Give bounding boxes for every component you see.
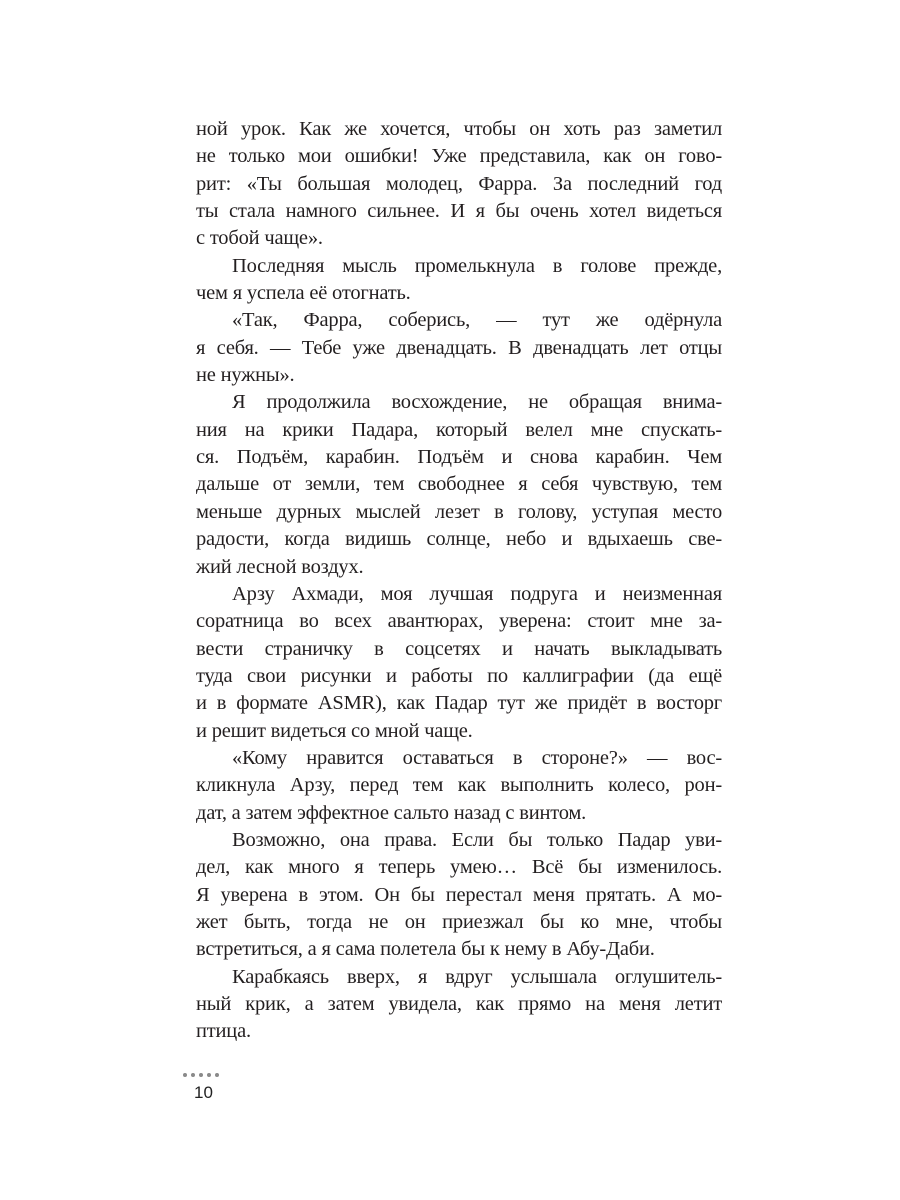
text-line: туда свои рисунки и работы по каллиграфии (да ещё bbox=[196, 664, 722, 687]
text-line: соратница во всех авантюрах, уверена: стоит мне за- bbox=[196, 610, 722, 633]
paragraph bbox=[196, 307, 722, 389]
dot bbox=[183, 1073, 187, 1077]
text-line: не нужны». bbox=[196, 364, 295, 387]
ornament-dots bbox=[183, 1073, 219, 1077]
text-line: жий лесной воздух. bbox=[196, 555, 364, 578]
text-line: Арзу Ахмади, моя лучшая подруга и неизменная bbox=[232, 582, 722, 605]
text-line: дат, а затем эффектное сальто назад с винтом. bbox=[196, 801, 587, 824]
dot bbox=[215, 1073, 219, 1077]
text-line: меньше дурных мыслей лезет в голову, уступая место bbox=[196, 500, 722, 523]
text-line: радости, когда видишь солнце, небо и вдыхаешь све- bbox=[196, 528, 722, 551]
dot bbox=[207, 1073, 211, 1077]
text-line: жет быть, тогда не он приезжал бы ко мне, чтобы bbox=[196, 910, 722, 933]
text-line: ной урок. Как же хочется, чтобы он хоть раз заметил bbox=[196, 118, 722, 140]
text-line: Я уверена в этом. Он бы перестал меня прятать. А мо- bbox=[196, 883, 722, 906]
dot bbox=[191, 1073, 195, 1077]
dot bbox=[199, 1073, 203, 1077]
paragraph bbox=[196, 389, 722, 580]
text-line: с тобой чаще». bbox=[196, 227, 323, 250]
text-line: кликнула Арзу, перед тем как выполнить колесо, рон- bbox=[196, 774, 722, 797]
text-line: Карабкаясь вверх, я вдруг услышала оглушитель- bbox=[232, 965, 722, 988]
text-line: чем я успела её отогнать. bbox=[196, 282, 411, 305]
text-line: и в формате ASMR), как Падар тут же придёт в восторг bbox=[196, 692, 722, 715]
paragraph bbox=[196, 745, 722, 827]
paragraph bbox=[196, 116, 722, 253]
text-line: и решит видеться со мной чаще. bbox=[196, 719, 473, 742]
text-line: птица. bbox=[196, 1020, 251, 1043]
text-line: Последняя мысль промелькнула в голове прежде, bbox=[232, 254, 722, 277]
text-line: вести страничку в соцсетях и начать выкладывать bbox=[196, 637, 722, 660]
text-line: Я продолжила восхождение, не обращая внима- bbox=[232, 391, 722, 414]
text-line: дальше от земли, тем свободнее я себя чувствую, тем bbox=[196, 473, 722, 496]
paragraph bbox=[196, 581, 722, 745]
text-line: «Так, Фарра, соберись, — тут же одёрнула bbox=[232, 309, 722, 332]
text-line: Возможно, она права. Если бы только Падар уви- bbox=[232, 828, 722, 851]
text-line: рит: «Ты большая молодец, Фарра. За последний год bbox=[196, 172, 722, 195]
paragraph bbox=[196, 253, 722, 308]
text-line: ся. Подъём, карабин. Подъём и снова карабин. Чем bbox=[196, 446, 722, 469]
text-line: встретиться, а я сама полетела бы к нему в Абу-Даби. bbox=[196, 938, 655, 961]
text-line: я себя. — Тебе уже двенадцать. В двенадцать лет отцы bbox=[196, 336, 722, 359]
paragraph bbox=[196, 964, 722, 1046]
text-line: ный крик, а затем увидела, как прямо на меня летит bbox=[196, 993, 722, 1015]
page-number: 10 bbox=[194, 1083, 213, 1102]
paragraph bbox=[196, 827, 722, 964]
body-text bbox=[196, 116, 722, 1046]
text-line: не только мои ошибки! Уже представила, как он гово- bbox=[196, 145, 722, 168]
text-line: «Кому нравится оставаться в стороне?» — вос- bbox=[232, 746, 722, 769]
text-line: ты стала намного сильнее. И я бы очень хотел видеться bbox=[196, 200, 722, 223]
text-line: ния на крики Падара, который велел мне спускать- bbox=[196, 418, 722, 441]
text-line: дел, как много я теперь умею… Всё бы изменилось. bbox=[196, 856, 722, 879]
